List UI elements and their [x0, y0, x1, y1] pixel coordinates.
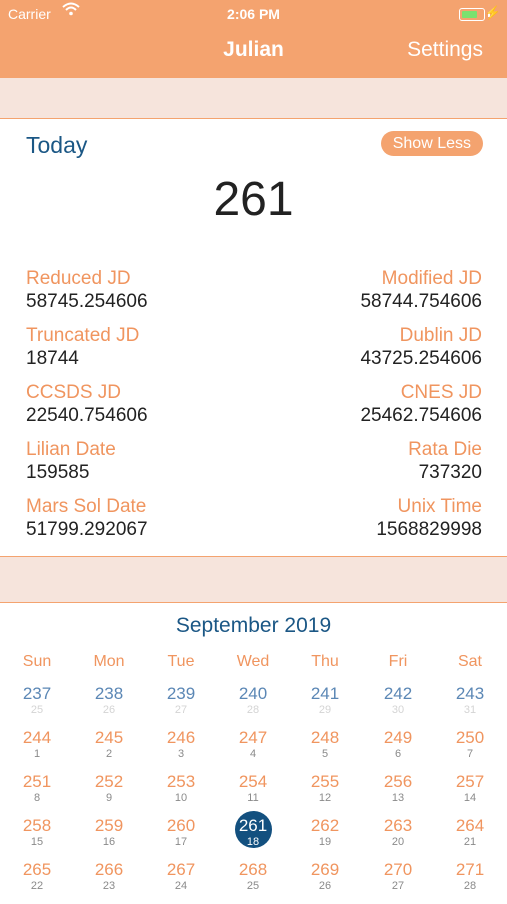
- calendar-date: 13: [391, 792, 405, 804]
- calendar-day-246[interactable]: [145, 728, 217, 772]
- calendar-day-of-year: 256: [383, 772, 413, 791]
- calendar-day-256[interactable]: [362, 772, 434, 816]
- calendar-date: 31: [463, 704, 477, 716]
- calendar-date: 9: [105, 792, 113, 804]
- calendar-date: 1: [33, 748, 41, 760]
- calendar-day-251[interactable]: [1, 772, 73, 816]
- calendar-separator-band: [0, 556, 507, 603]
- calendar-date: 20: [391, 836, 405, 848]
- calendar-date: 2: [105, 748, 113, 760]
- jd-label: Truncated JD: [26, 325, 140, 346]
- calendar-day-266[interactable]: [73, 860, 145, 904]
- jd-item-ccsds-jd: [26, 382, 246, 428]
- day-of-year: 261: [213, 173, 294, 226]
- jd-value: 58745.254606: [26, 291, 148, 312]
- calendar-date: 12: [318, 792, 332, 804]
- calendar-day-254[interactable]: [217, 772, 289, 816]
- calendar-day-244[interactable]: [1, 728, 73, 772]
- calendar-day-of-year: 238: [94, 684, 124, 703]
- calendar-day-247[interactable]: [217, 728, 289, 772]
- calendar-day-267[interactable]: [145, 860, 217, 904]
- calendar-day-260[interactable]: [145, 816, 217, 860]
- calendar-day-of-year: 252: [94, 772, 124, 791]
- calendar-date: 3: [177, 748, 185, 760]
- jd-value: 43725.254606: [360, 348, 482, 369]
- calendar-day-of-year: 245: [94, 728, 124, 747]
- calendar-day-of-year: 264: [455, 816, 485, 835]
- calendar-day-270[interactable]: [362, 860, 434, 904]
- status-time: 2:06 PM: [227, 6, 280, 22]
- carrier-label: Carrier: [8, 6, 51, 22]
- calendar-date: 6: [394, 748, 402, 760]
- calendar-day-of-year: 239: [166, 684, 196, 703]
- calendar-day-268[interactable]: [217, 860, 289, 904]
- jd-label: Unix Time: [397, 496, 482, 517]
- weekday-header: [0, 653, 507, 675]
- settings-button[interactable]: Settings: [407, 38, 483, 61]
- jd-label: Reduced JD: [26, 268, 131, 289]
- calendar-date: 28: [246, 704, 260, 716]
- calendar-date: 11: [247, 792, 259, 804]
- calendar-day-243[interactable]: [434, 684, 506, 728]
- calendar-day-261[interactable]: [217, 816, 289, 860]
- jd-label: Rata Die: [408, 439, 482, 460]
- calendar-date: 25: [30, 704, 44, 716]
- jd-item-reduced-jd: [26, 268, 246, 314]
- jd-value: 159585: [26, 462, 90, 483]
- calendar-day-of-year: 250: [455, 728, 485, 747]
- calendar-day-of-year: 268: [238, 860, 268, 879]
- weekday-fri: Fri: [388, 653, 408, 670]
- calendar-day-of-year: 244: [22, 728, 52, 747]
- weekday-thu: Thu: [311, 653, 339, 670]
- calendar-date: 14: [463, 792, 477, 804]
- calendar-date: 22: [30, 880, 44, 892]
- weekday-mon: Mon: [93, 653, 125, 670]
- jd-item-dublin-jd: [262, 325, 482, 371]
- calendar-day-241[interactable]: [289, 684, 361, 728]
- jd-value: 51799.292067: [26, 519, 148, 540]
- calendar-day-242[interactable]: [362, 684, 434, 728]
- calendar-day-of-year: 251: [22, 772, 52, 791]
- nav-title: Julian: [223, 38, 284, 61]
- jd-label: Mars Sol Date: [26, 496, 147, 517]
- jd-label: Modified JD: [381, 268, 482, 289]
- calendar-date: 23: [102, 880, 116, 892]
- jd-item-cnes-jd: [262, 382, 482, 428]
- calendar-day-255[interactable]: [289, 772, 361, 816]
- jd-label: Dublin JD: [399, 325, 482, 346]
- weekday-wed: Wed: [236, 653, 270, 670]
- calendar-day-of-year: 260: [166, 816, 196, 835]
- calendar-date: 21: [463, 836, 477, 848]
- calendar-day-257[interactable]: [434, 772, 506, 816]
- calendar-day-of-year: 247: [238, 728, 268, 747]
- calendar-day-of-year: 257: [455, 772, 485, 791]
- weekday-tue: Tue: [167, 653, 195, 670]
- calendar-date: 19: [318, 836, 332, 848]
- calendar-day-263[interactable]: [362, 816, 434, 860]
- status-bar: [0, 0, 507, 28]
- calendar-day-258[interactable]: [1, 816, 73, 860]
- calendar-day-of-year: 263: [383, 816, 413, 835]
- calendar-day-of-year: 271: [455, 860, 485, 879]
- calendar-day-249[interactable]: [362, 728, 434, 772]
- calendar-day-of-year: 246: [166, 728, 196, 747]
- calendar-date: 26: [102, 704, 116, 716]
- calendar-date: 5: [321, 748, 329, 760]
- calendar-day-of-year: 253: [166, 772, 196, 791]
- calendar-day-253[interactable]: [145, 772, 217, 816]
- jd-label: Lilian Date: [26, 439, 116, 460]
- calendar-day-of-year: 261: [238, 816, 268, 835]
- battery-icon: [459, 8, 485, 21]
- jd-value: 25462.754606: [360, 405, 482, 426]
- calendar-date: 18: [246, 836, 260, 848]
- jd-value: 22540.754606: [26, 405, 148, 426]
- calendar-date: 24: [174, 880, 188, 892]
- weekday-sat: Sat: [457, 653, 482, 670]
- weekday-sun: Sun: [22, 653, 52, 670]
- jd-item-mars-sol-date: [26, 496, 246, 542]
- calendar-day-of-year: 237: [22, 684, 52, 703]
- calendar-date: 30: [391, 704, 405, 716]
- calendar-day-of-year: 270: [383, 860, 413, 879]
- jd-item-lilian-date: [26, 439, 246, 485]
- calendar-day-237[interactable]: [1, 684, 73, 728]
- calendar-day-of-year: 241: [310, 684, 340, 703]
- calendar-grid: [0, 684, 507, 900]
- jd-item-modified-jd: [262, 268, 482, 314]
- calendar-day-269[interactable]: [289, 860, 361, 904]
- calendar-day-of-year: 240: [238, 684, 268, 703]
- calendar-day-259[interactable]: [73, 816, 145, 860]
- calendar-date: 10: [174, 792, 188, 804]
- calendar-day-239[interactable]: [145, 684, 217, 728]
- jd-item-truncated-jd: [26, 325, 246, 371]
- jd-value: 1568829998: [376, 519, 482, 540]
- calendar-date: 17: [174, 836, 188, 848]
- calendar-day-252[interactable]: [73, 772, 145, 816]
- calendar-date: 28: [463, 880, 477, 892]
- calendar-day-245[interactable]: [73, 728, 145, 772]
- jd-value: 58744.754606: [360, 291, 482, 312]
- calendar-day-of-year: 258: [22, 816, 52, 835]
- calendar-day-271[interactable]: [434, 860, 506, 904]
- calendar-day-248[interactable]: [289, 728, 361, 772]
- calendar-day-262[interactable]: [289, 816, 361, 860]
- calendar-date: 4: [249, 748, 257, 760]
- calendar-day-of-year: 254: [238, 772, 268, 791]
- calendar-date: 7: [466, 748, 474, 760]
- jd-label: CCSDS JD: [26, 382, 122, 403]
- calendar-day-of-year: 265: [22, 860, 52, 879]
- calendar-day-250[interactable]: [434, 728, 506, 772]
- calendar-day-of-year: 269: [310, 860, 340, 879]
- calendar-date: 15: [30, 836, 44, 848]
- calendar-day-240[interactable]: [217, 684, 289, 728]
- calendar-day-of-year: 243: [455, 684, 485, 703]
- today-label: Today: [26, 132, 88, 158]
- calendar-date: 26: [318, 880, 332, 892]
- calendar-day-of-year: 266: [94, 860, 124, 879]
- calendar-day-of-year: 242: [383, 684, 413, 703]
- calendar-day-238[interactable]: [73, 684, 145, 728]
- calendar-day-of-year: 267: [166, 860, 196, 879]
- calendar-day-265[interactable]: [1, 860, 73, 904]
- calendar-day-of-year: 259: [94, 816, 124, 835]
- show-less-button[interactable]: Show Less: [381, 131, 483, 156]
- calendar-day-of-year: 248: [310, 728, 340, 747]
- calendar-day-of-year: 262: [310, 816, 340, 835]
- navigation-bar: [0, 0, 507, 78]
- calendar-date: 25: [246, 880, 260, 892]
- calendar-date: 16: [102, 836, 116, 848]
- calendar-date: 8: [33, 792, 41, 804]
- jd-item-rata-die: [262, 439, 482, 485]
- calendar-date: 27: [391, 880, 405, 892]
- month-title: September 2019: [175, 614, 332, 637]
- calendar-date: 29: [318, 704, 332, 716]
- charging-bolt-icon: ⚡: [484, 5, 501, 20]
- calendar-day-of-year: 255: [310, 772, 340, 791]
- calendar-day-264[interactable]: [434, 816, 506, 860]
- jd-value: 737320: [418, 462, 482, 483]
- calendar-day-of-year: 249: [383, 728, 413, 747]
- jd-item-unix-time: [262, 496, 482, 542]
- calendar-date: 27: [174, 704, 188, 716]
- jd-label: CNES JD: [400, 382, 482, 403]
- jd-value: 18744: [26, 348, 79, 369]
- header-separator-band: [0, 78, 507, 119]
